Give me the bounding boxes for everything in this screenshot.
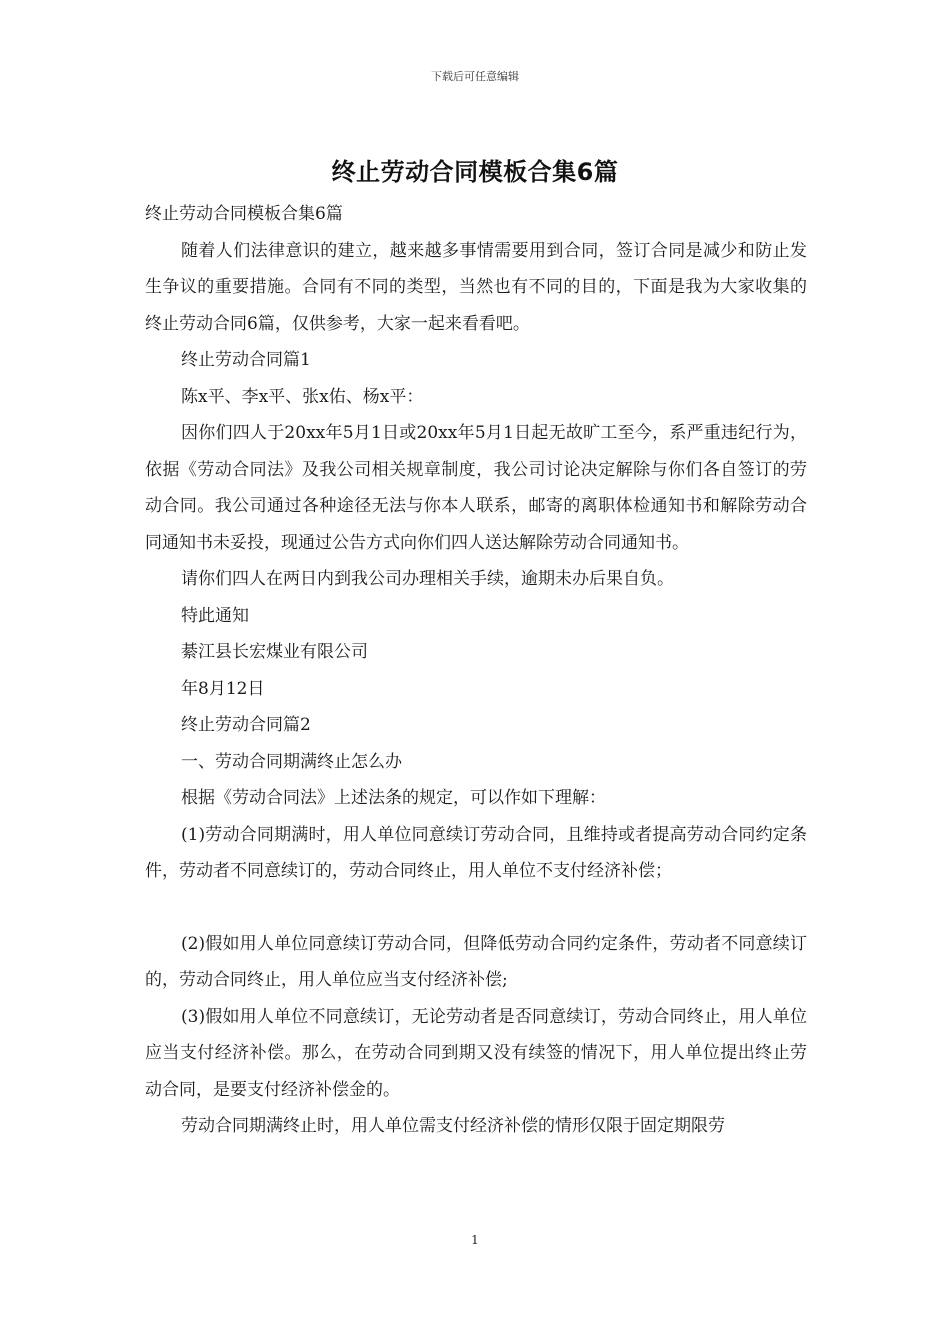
paragraph: (2)假如用人单位同意续订劳动合同，但降低劳动合同约定条件，劳动者不同意续订的，劳动合同终止，用人单位应当支付经济补偿; [145,933,807,990]
paragraph: 一、劳动合同期满终止怎么办 [181,751,402,772]
section-heading: 终止劳动合同篇2 [181,715,311,735]
paragraph: (1)劳动合同期满时，用人单位同意续订劳动合同，且维持或者提高劳动合同约定条件，劳动者不同意续订的，劳动合同终止，用人单位不支付经济补偿； [145,824,807,881]
header-note: 下载后可任意编辑 [431,70,519,83]
paragraph: 陈x平、李x平、张x佑、杨x平： [181,386,424,407]
paragraph: 随着人们法律意识的建立，越来越多事情需要用到合同，签订合同是减少和防止发生争议的重要措施。合同有不同的类型，当然也有不同的目的，下面是我为大家收集的终止劳动合同6篇，仅供参考，大家一起来看看吧。 [145,240,807,334]
paragraph: 因你们四人于20xx年5月1日或20xx年5月1日起无故旷工至今，系严重违纪行为，依据《劳动合同法》及我公司相关规章制度，我公司讨论决定解除与你们各自签订的劳动合同。我公司通过各种途径无法与你本人联系，邮寄的离职体检通知书和解除劳动合同通知书未妥投，现通过公告方式向你们四人送达解除劳动合同通知书。 [145,423,807,553]
paragraph: 劳动合同期满终止时，用人单位需支付经济补偿的情形仅限于固定期限劳 [181,1116,725,1136]
document-body [145,196,807,1145]
section-heading: 终止劳动合同篇1 [181,350,311,370]
paragraph: (3)假如用人单位不同意续订，无论劳动者是否同意续订，劳动合同终止，用人单位应当支付经济补偿。那么，在劳动合同到期又没有续签的情况下，用人单位提出终止劳动合同，是要支付经济补偿金的。 [145,1006,807,1100]
signature-date: 年8月12日 [181,678,265,699]
document-title: 终止劳动合同模板合集6篇 [331,158,619,186]
page-number: 1 [471,1233,479,1247]
paragraph: 终止劳动合同模板合集6篇 [145,204,343,224]
paragraph: 特此通知 [181,605,249,626]
blank-line [145,890,807,926]
paragraph: 根据《劳动合同法》上述法条的规定，可以作如下理解： [181,788,606,808]
signature-company: 綦江县长宏煤业有限公司 [181,642,368,662]
paragraph: 请你们四人在两日内到我公司办理相关手续，逾期未办后果自负。 [181,569,674,589]
